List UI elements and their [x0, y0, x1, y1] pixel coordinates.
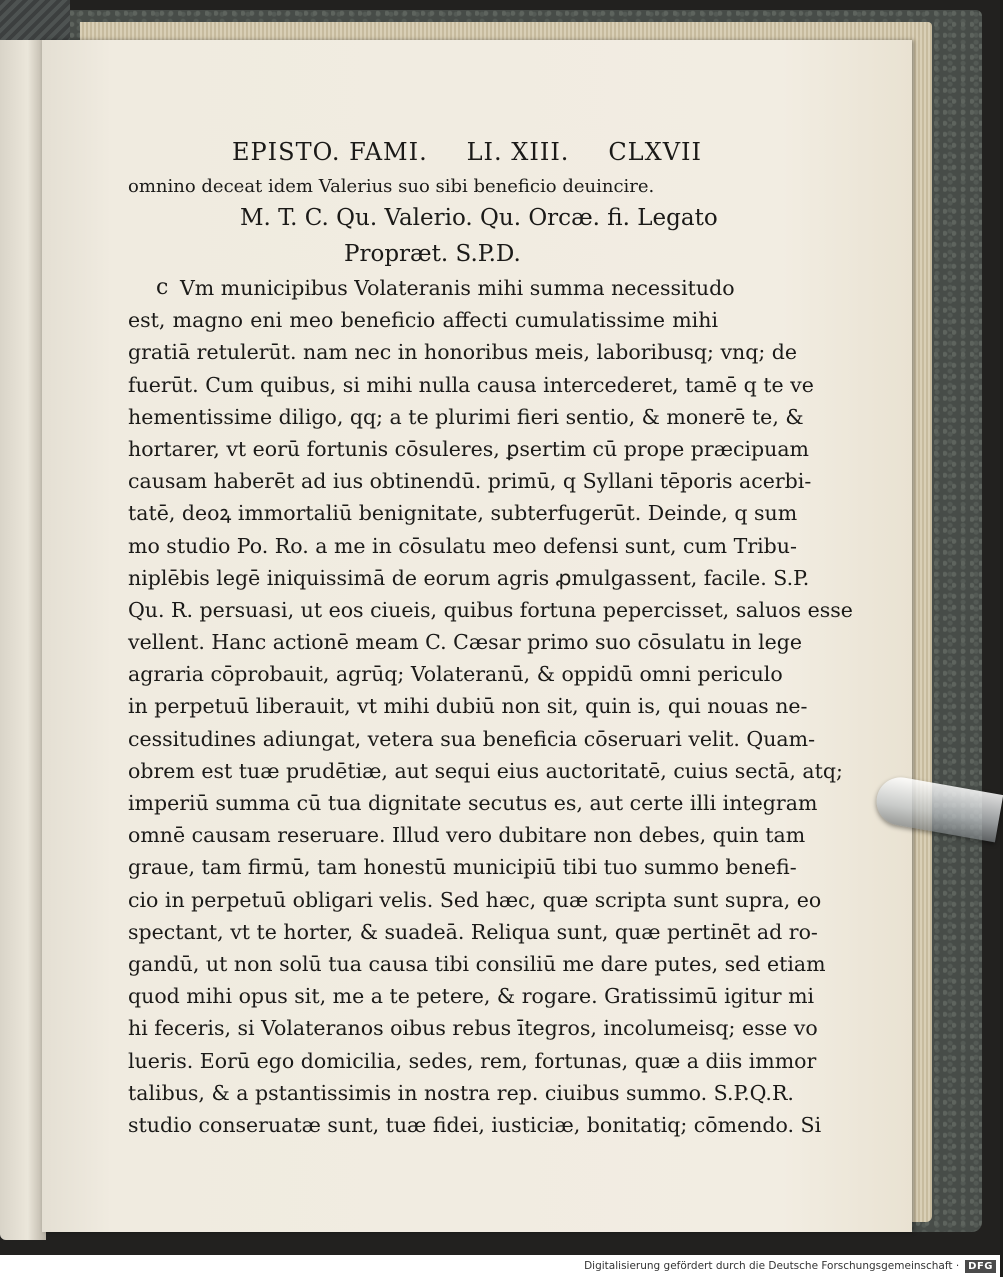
body-line: gratiā retulerūt. nam nec in honoribus meis, laboribusq; vnq; de	[128, 340, 798, 365]
funding-notice: Digitalisierung gefördert durch die Deutsche Forschungsgemeinschaft ·	[584, 1260, 960, 1272]
body-line: causam haberēt ad ius obtinendū. primū, q Syllani tēporis acerbi-	[128, 469, 812, 494]
body-line: talibus, & a pstantissimis in nostra rep. ciuibus summo. S.P.Q.R.	[128, 1080, 794, 1105]
running-head	[232, 138, 702, 174]
body-line: cio in perpetuū obligari velis. Sed hæc, quæ scripta sunt supra, eo	[128, 887, 822, 912]
letter-heading-line-1: M. T. C. Qu. Valerio. Qu. Orcæ. fi. Legato	[240, 205, 718, 231]
body-line: quod mihi opus sit, me a te petere, & rogare. Gratissimū igitur mi	[128, 984, 815, 1009]
facing-page-edge	[0, 40, 46, 1240]
digitization-footer	[0, 1255, 1000, 1277]
body-line: gandū, ut non solū tua causa tibi consiliū me dare putes, sed etiam	[128, 951, 826, 976]
opening-line	[128, 272, 735, 304]
body-line: hementissime diligo, qq; a te plurimi fieri sentio, & monerē te, &	[128, 404, 804, 429]
body-line: hortarer, vt eorū fortunis cōsuleres, ꝑsertim cū prope præcipuam	[128, 436, 809, 461]
body-line: tatē, deoꝝ immortaliū benignitate, subterfugerūt. Deinde, q sum	[128, 501, 798, 526]
body-line: fuerūt. Cum quibus, si mihi nulla causa intercederet, tamē q te ve	[128, 372, 814, 397]
body-line: studio conseruatæ sunt, tuæ fidei, iusticiæ, bonitatiq; cōmendo. Si	[128, 1112, 822, 1137]
body-line: lueris. Eorū ego domicilia, sedes, rem, fortunas, quæ a diis immor	[128, 1048, 817, 1073]
body-line: est, magno eni meo beneficio affecti cumulatissime mihi	[128, 308, 718, 333]
initial-letter: c	[156, 275, 169, 300]
dfg-logo-icon: DFG	[965, 1260, 996, 1273]
carryover-line: omnino deceat idem Valerius suo sibi beneficio deuincire.	[128, 176, 655, 197]
running-head-left: EPISTO. FAMI.	[232, 138, 428, 166]
body-line: graue, tam firmū, tam honestū municipiū tibi tuo summo benefi-	[128, 855, 797, 880]
folio-number: CLXVII	[608, 138, 702, 166]
body-line: omnē causam reseruare. Illud vero dubitare non debes, quin tam	[128, 823, 806, 848]
body-line: imperiū summa cū tua dignitate secutus es, aut certe illi integram	[128, 791, 818, 816]
letter-heading-line-2: Propræt. S.P.D.	[344, 241, 521, 267]
body-line: in perpetuū liberauit, vt mihi dubiū non sit, quin is, qui nouas ne-	[128, 694, 808, 719]
body-line: spectant, vt te horter, & suadeā. Reliqua sunt, quæ pertinēt ad ro-	[128, 919, 818, 944]
body-line: Vm municipibus Volateranis mihi summa necessitudo	[180, 276, 735, 300]
body-line: cessitudines adiungat, vetera sua beneficia cōseruari velit. Quam-	[128, 726, 816, 751]
body-line: obrem est tuæ prudētiæ, aut sequi eius auctoritatē, cuius sectā, atq;	[128, 758, 843, 783]
page-text	[128, 138, 853, 1141]
body-line: hi feceris, si Volateranos oibus rebus ītegros, incolumeisq; esse vo	[128, 1016, 818, 1041]
running-head-center: LI. XIII.	[466, 138, 570, 166]
body-line: vellent. Hanc actionē meam C. Cæsar primo suo cōsulatu in lege	[128, 630, 803, 655]
body-line: agraria cōprobauit, agrūq; Volateranū, & oppidū omni periculo	[128, 662, 783, 687]
body-line: mo studio Po. Ro. a me in cōsulatu meo defensi sunt, cum Tribu-	[128, 533, 797, 558]
body-line: Qu. R. persuasi, ut eos ciueis, quibus fortuna pepercisset, saluos esse	[128, 597, 853, 622]
body-line: niplēbis legē iniquissimā de eorum agris ꝓmulgassent, facile. S.P.	[128, 565, 810, 590]
